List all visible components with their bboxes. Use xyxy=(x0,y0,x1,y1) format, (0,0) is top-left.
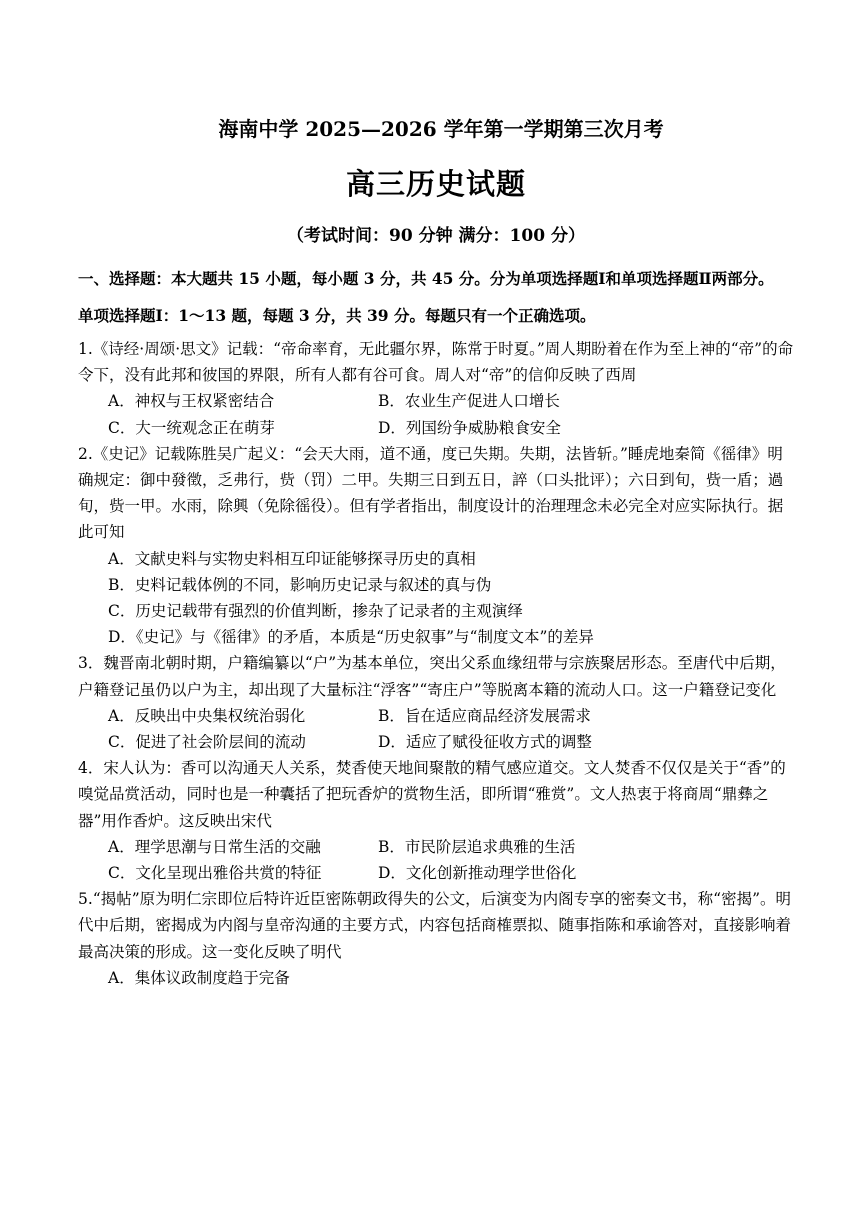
section-title: 一、选择题：本大题共 15 小题，每小题 3 分，共 45 分。分为单项选择题Ⅰ和单项选择题Ⅱ两部分。 xyxy=(78,269,774,288)
option-a: A．集体议政制度趋于完备 xyxy=(108,968,290,987)
option-b: B．农业生产促进人口增长 xyxy=(378,392,560,411)
question-5 xyxy=(78,886,794,991)
question-4 xyxy=(78,755,794,886)
option-c: C．大一统观念正在萌芽 xyxy=(108,418,275,437)
option-d: D．文化创新推动理学世俗化 xyxy=(378,864,577,883)
question-stem: 1.《诗经·周颂·思文》记载：“帝命率育，无此疆尔界，陈常于时夏。”周人期盼着在作为至上神的“帝”的命令下，没有此邦和彼国的界限，所有人都有谷可食。周人对“帝”的信仰反映了西周 xyxy=(78,340,794,385)
subject-title: 高三历史试题 xyxy=(345,167,526,201)
option-c: C．促进了社会阶层间的流动 xyxy=(108,733,306,752)
option-a: A．文献史料与实物史料相互印证能够探寻历史的真相 xyxy=(108,549,476,568)
question-stem: 4．宋人认为：香可以沟通天人关系，焚香使天地间聚散的精气感应道交。文人焚香不仅仅是关于“香”的嗅觉品赏活动，同时也是一种囊括了把玩香炉的赏物生活，即所谓“雅赏”。文人热衷于将商周“鼎彝之器”用作香炉。这反映出宋代 xyxy=(78,759,786,830)
option-d: D．适应了赋役征收方式的调整 xyxy=(378,733,592,752)
option-c: C．文化呈现出雅俗共赏的特征 xyxy=(108,864,322,883)
option-d: D．列国纷争威胁粮食安全 xyxy=(378,418,561,437)
option-c: C．历史记载带有强烈的价值判断，掺杂了记录者的主观演绎 xyxy=(108,602,523,621)
option-a: A．反映出中央集权统治弱化 xyxy=(108,706,306,725)
option-a: A．神权与王权紧密结合 xyxy=(108,392,275,411)
option-b: B．旨在适应商品经济发展需求 xyxy=(378,706,591,725)
subsection-title: 单项选择题Ⅰ：1～13 题，每题 3 分，共 39 分。每题只有一个正确选项。 xyxy=(78,306,596,325)
question-stem: 5.“揭帖”原为明仁宗即位后特许近臣密陈朝政得失的公文，后演变为内阁专享的密奏文书，称“密揭”。明代中后期，密揭成为内阁与皇帝沟通的主要方式，内容包括商榷票拟、随事指陈和承谕答对，直接影响着最高决策的形成。这一变化反映了明代 xyxy=(78,890,792,961)
question-3 xyxy=(78,650,794,755)
question-stem: 3．魏晋南北朝时期，户籍编纂以“户”为基本单位，突出父系血缘纽带与宗族聚居形态。至唐代中后期，户籍登记虽仍以户为主，却出现了大量标注“浮客”“寄庄户”等脱离本籍的流动人口。这一户籍登记变化 xyxy=(78,654,786,699)
option-d: D．《史记》与《徭律》的矛盾，本质是“历史叙事”与“制度文本”的差异 xyxy=(108,628,594,647)
question-2 xyxy=(78,441,794,651)
option-b: B．史料记载体例的不同，影响历史记录与叙述的真与伪 xyxy=(108,575,492,594)
exam-info: （考试时间：90 分钟 满分：100 分） xyxy=(287,226,585,246)
question-stem: 2.《史记》记载陈胜吴广起义：“会天大雨，道不通，度已失期。失期，法皆斩。”睡虎地秦简《徭律》明确规定：御中發徵，乏弗行，赀（罚）二甲。失期三日到五日，誶（口头批评）；六日到旬，赀一盾；過旬，赀一甲。水雨，除興（免除徭役）。但有学者指出，制度设计的治理理念未必完全对应实际执行。据此可知 xyxy=(78,444,784,542)
option-a: A．理学思潮与日常生活的交融 xyxy=(108,837,321,856)
school-title: 海南中学 2025—2026 学年第一学期第三次月考 xyxy=(218,117,664,141)
question-1 xyxy=(78,336,794,441)
option-b: B．市民阶层追求典雅的生活 xyxy=(378,837,576,856)
